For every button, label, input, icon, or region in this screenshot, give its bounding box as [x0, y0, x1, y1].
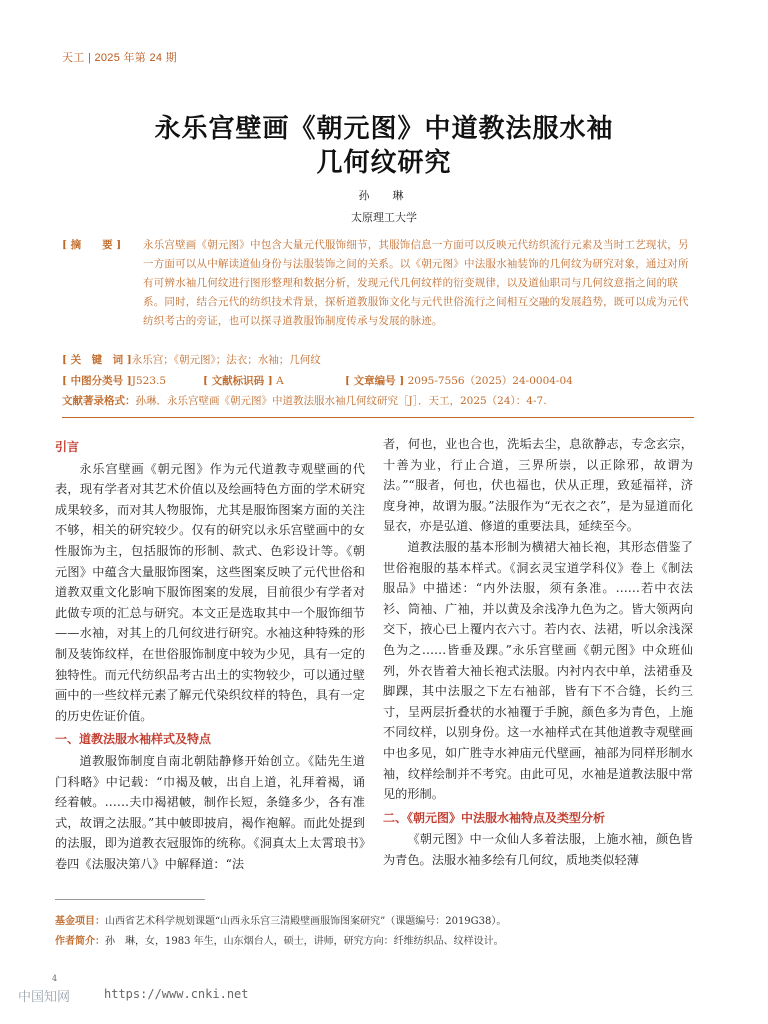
funding-text: 山西省艺术科学规划课题“山西永乐宫三清殿壁画服饰图案研究”（课题编号：2019G38）。	[105, 916, 507, 927]
article-number-label: [ 文章编号 ]	[345, 375, 405, 387]
keywords-text: 永乐宫；《朝元图》；法衣；水袖；几何纹	[131, 354, 321, 366]
article-number	[345, 373, 573, 388]
paragraph-continued: 者，何也，业也合也，洗垢去尘，息欲静志，专念玄宗，十善为业，行止合道，三界所崇，以正除邪，故谓为法。”“服者，何也，伏也福也，伏从正理，致延福祥，济度身神，故谓为服。”法服作为“无衣之衣”，是为显道而化显衣，亦是弘道、修道的重要法具，延续至今。	[383, 437, 693, 534]
section-heading-intro: 引言	[55, 440, 80, 454]
abstract-block	[62, 236, 694, 331]
paragraph-robe-form: 道教法服的基本形制为横裙大袖长袍，其形态借鉴了世俗袍服的基本样式。《洞玄灵宝道学科仪》卷上《制法服品》中描述：“内外法服，须有条准。……若中衣法衫、筒袖、广袖，并以黄及余浅净九色为之。皆大领两向交下，掖心已上覆内衣六寸。若内衣、法裙，听以余浅深色为之……皆垂及踝。”永乐宫壁画《朝元图》中众班仙列，外衣皆着大袖长袍式法服。内衬内衣中单，法裙垂及脚踝，其中法服之下左右袖部，皆有下不合缝，长约三寸，呈两层折叠状的水袖覆于手腕，颜色多为青色，上施不同纹样，以别身份。这一水袖样式在其他道教寺观壁画中也多见，如广胜寺水神庙元代壁画，袖部为同样形制水袖，纹样绘制并不考究。由此可见，水袖是道教法服中常见的形制。	[383, 539, 693, 802]
section-heading-1: 一、道教法服水袖样式及特点	[55, 732, 212, 747]
citation-text: 孙琳．永乐宫壁画《朝元图》中道教法服水袖几何纹研究［J］．天工，2025（24）：4-7.	[135, 395, 547, 407]
author-bio-label: 作者简介：	[55, 936, 105, 947]
paragraph-intro: 永乐宫壁画《朝元图》作为元代道教寺观壁画的代表，现有学者对其艺术价值以及绘画特色方面的学术研究成果较多，而对其人物服饰，尤其是服饰图案方面的关注不够，相关的研究较少。仅有的研究以永乐宫壁画中的女性服饰为主，包括服饰的形制、款式、色彩设计等。《朝元图》中蕴含大量服饰图案，这些图案反映了元代世俗和道教双重文化影响下服饰图案的发展，目前很少有学者对此做专项的汇总与研究。本文正是选取其中一个服饰细节——水袖，对其上的几何纹进行研究。水袖这种特殊的形制及装饰纹样，在世俗服饰制度中较为少见，具有一定的独特性。而元代纺织品考古出土的实物较少，可以通过壁画中的一些纹样元素了解元代染织纹样的特色，具有一定的历史佐证价值。	[55, 461, 365, 723]
right-column	[383, 434, 693, 870]
citation-format	[62, 393, 547, 408]
document-code	[203, 373, 284, 388]
journal-header: 天工 | 2025 年第 24 期	[62, 52, 177, 64]
abstract-divider	[62, 417, 694, 418]
footnote-funding	[55, 912, 506, 927]
citation-label: 文献著录格式：	[62, 395, 136, 407]
paragraph-section-1: 道教服饰制度自南北朝陆静修开始创立。《陆先生道门科略》中记载：“巾褐及帔，出自上道，礼拜着褐，诵经着帔。……夫巾褐裙帔，制作长短，条缝多少，各有准式，故谓之法服。”其中帔即披肩，褐作袍解。而此处提到的法服，即为道教衣冠服饰的统称。《洞真太上太霄琅书》卷四《法服决第八》中解释道：“法	[55, 753, 365, 871]
funding-label: 基金项目：	[55, 916, 105, 927]
page-number: 4	[52, 974, 58, 983]
cnki-url-link[interactable]: https://www.cnki.net	[104, 987, 249, 1001]
keywords-line	[62, 352, 321, 367]
cnki-logo: 中国知网	[18, 990, 71, 1005]
keywords-label: [ 关 键 词 ]	[62, 354, 132, 366]
section-heading-2: 二、《朝元图》中法服水袖特点及类型分析	[383, 810, 606, 825]
author-affiliation: 太原理工大学	[351, 211, 417, 224]
left-column	[55, 434, 365, 874]
clc-value: J523.5	[131, 375, 167, 387]
article-title-line-2: 几何纹研究	[316, 148, 452, 178]
paragraph-section-2: 《朝元图》中一众仙人多着法服，上施水袖，颜色皆为青色。法服水袖多绘有几何纹，质地类似轻薄	[383, 832, 693, 867]
author-name: 孙 琳	[358, 189, 410, 202]
abstract-label: [ 摘 要 ]	[62, 239, 122, 251]
doc-code-value: A	[276, 375, 284, 387]
article-title-line-1: 永乐宫壁画《朝元图》中道教法服水袖	[154, 114, 614, 144]
article-number-value: 2095-7556（2025）24-0004-04	[407, 375, 573, 387]
author-bio-text: 孙 琳，女，1983 年生，山东烟台人，硕士，讲师，研究方向：纤维纺织品、纹样设计。	[105, 936, 504, 947]
doc-code-label: [ 文献标识码 ]	[203, 375, 273, 387]
footnote-author-bio	[55, 932, 504, 947]
abstract-text: 永乐宫壁画《朝元图》中包含大量元代服饰细节，其服饰信息一方面可以反映元代纺织流行元素及当时工艺现状，另一方面可以从中解读道仙身份与法服装饰之间的关系。以《朝元图》中法服水袖装饰的几何纹为研究对象，通过对所有可辨水袖几何纹进行图形整理和数据分析，发现元代几何纹样的衍变规律，以及道仙职司与几何纹意指之间的联系。同时，结合元代的纺织技术背景，探析道教服饰文化与元代世俗流行之间相互交融的发展趋势，既可以成为元代纺织考古的旁证，也可以探寻道教服饰制度传承与发展的脉迹。	[143, 239, 689, 327]
clc-number	[62, 373, 166, 388]
clc-label: [ 中图分类号 ]	[62, 375, 132, 387]
footnote-divider	[55, 899, 205, 900]
